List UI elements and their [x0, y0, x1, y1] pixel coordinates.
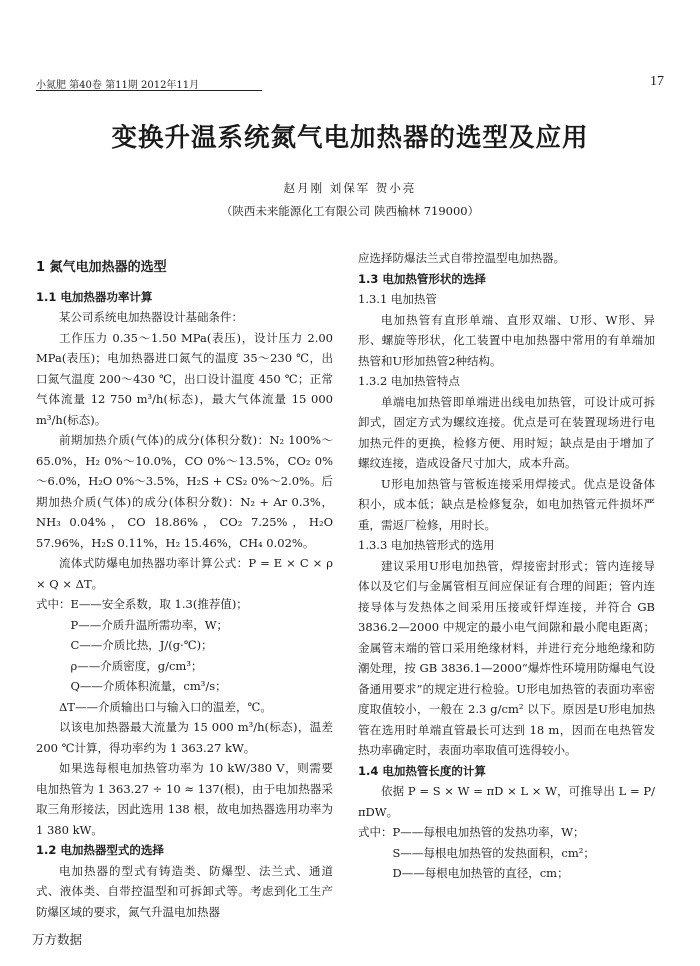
paragraph: 单端电加热管即单端进出线电加热管，可设计成可拆卸式，固定方式为螺纹连接。优点是可在装置现场进行电加热元件的更换，检修方便、用时短；缺点是由于增加了螺纹连接，造成设备尺寸加大，成本升高。: [358, 394, 655, 470]
authors: 赵月刚 刘保军 贺小亮: [283, 181, 417, 195]
definition-line: 式中：E——安全系数，取 1.3(推荐值)；: [36, 597, 248, 611]
formula-paragraph: 流体式防爆电加热器功率计算公式：P = E × C × ρ × Q × ΔT。: [36, 556, 333, 591]
paragraph: 以该电加热器最大流量为 15 000 m³/h(标态)，温差 200 ℃计算，得功率约为 1 363.27 kW。: [36, 720, 333, 755]
subsection-heading: 1.1 电加热器功率计算: [36, 289, 153, 304]
subsubsection-heading: 1.3.2 电加热管特点: [358, 374, 460, 388]
definition-line: ρ——介质密度，g/cm³；: [70, 658, 203, 673]
paragraph: 应选择防爆法兰式自带控温型电加热器。: [358, 251, 565, 265]
subsection-heading: 1.4 电加热管长度的计算: [358, 763, 486, 778]
paragraph: U形电加热管与管板连接采用焊接式。优点是设备体积小，成本低；缺点是检修复杂，如电加热管元件损坏严重，需返厂检修，用时长。: [358, 476, 655, 532]
footer-watermark: 万方数据: [32, 932, 83, 947]
affiliation: （陕西未来能源化工有限公司 陕西榆林 719000）: [220, 204, 480, 218]
definition-line: S——每根电加热管的发热面积，cm²；: [392, 845, 595, 860]
section-heading: 1 氮气电加热器的选型: [36, 260, 167, 275]
left-column: [36, 248, 333, 922]
page-number: 17: [650, 74, 664, 89]
paragraph: 电加热器的型式有铸造类、防爆型、法兰式、通道式、液体类、自带控温型和可拆卸式等。考虑到化工生产防爆区域的要求，氮气升温电加热器: [36, 863, 333, 919]
paragraph: 如果选每根电加热管功率为 10 kW/380 V，则需要电加热管为 1 363.27 ÷ 10 ≈ 137(根)，由于电加热器采取三角形接法，因此选用 138 根，故电加热器选用功率为 1 380 kW。: [36, 761, 333, 837]
paper-title: 变换升温系统氮气电加热器的选型及应用: [111, 123, 589, 153]
paragraph: 前期加热介质(气体)的成分(体积分数)：N₂ 100%～65.0%，H₂ 0%～10.0%，CO 0%～13.5%，CO₂ 0%～6.0%，H₂O 0%～3.5%，H₂S + CS₂ 0%～2.0%。后期加热介质(气体)的成分(体积分数)：N₂ + Ar 0.3%，NH₃ 0.04%，CO 18.86%，CO₂ 7.25%，H₂O 57.96%，H₂S 0.11%，H₂ 15.46%，CH₄ 0.02%。: [36, 433, 333, 550]
paragraph: 工作压力 0.35～1.50 MPa(表压)，设计压力 2.00 MPa(表压)；电加热器进口氮气的温度 35～230 ℃，出口氮气温度 200～430 ℃，出口设计温度 450 ℃；正常气体流量 12 750 m³/h(标态)，最大气体流量 15 000 m³/h(标态)。: [36, 330, 333, 427]
journal-info: 小氮肥 第40卷 第11期 2012年11月: [36, 80, 200, 91]
definition-line: 式中：P——每根电加热管的发热功率，W；: [358, 825, 585, 839]
subsubsection-heading: 1.3.1 电加热管: [358, 292, 437, 306]
paragraph: 建议采用U形电加热管，焊接密封形式；管内连接导体以及它们与金属管相互间应保证有合理的间距；管内连接导体与发热体之间采用压接或钎焊连接，并符合 GB 3836.2—2000 中规定的最小电气间隙和最小爬电距离；金属管末端的管口采用绝缘材料，并进行充分地绝缘和防潮处理，按 GB 3836.1—2000“爆炸性环境用防爆电气设备通用要求”的规定进行检验。U形电加热管的表面功率密度取值较小，一般在 2.3 g/cm² 以下。原因是U形电加热管在选用时单端直管最长可达到 18 m，因而在电热管发热功率确定时，表面功率取值可选得较小。: [358, 558, 655, 757]
subsection-heading: 1.2 电加热器型式的选择: [36, 843, 164, 857]
paragraph: 某公司系统电加热器设计基础条件：: [59, 310, 243, 324]
formula-paragraph: 依据 P = S × W = πD × L × W，可推导出 L = P/πDW。: [358, 784, 655, 819]
right-column: [358, 248, 655, 884]
header-rule: [36, 90, 262, 91]
definition-line: Q——介质体积流量，cm³/s；: [70, 679, 227, 693]
definition-line: D——每根电加热管的直径，cm；: [392, 866, 569, 880]
subsection-heading: 1.3 电加热管形状的选择: [358, 271, 486, 286]
paragraph: 电加热管有直形单端、直形双端、U形、W形、异形、螺旋等形状，化工装置中电加热器中常用的有单端加热管和U形加热管2种结构。: [358, 312, 655, 368]
running-header: [36, 76, 664, 92]
definition-line: P——介质升温所需功率，W；: [70, 617, 229, 632]
definition-line: ΔT——介质输出口与输入口的温差，℃。: [59, 699, 272, 714]
definition-line: C——介质比热，J/(g·℃)；: [70, 638, 213, 652]
subsubsection-heading: 1.3.3 电加热管形式的选用: [358, 538, 495, 552]
